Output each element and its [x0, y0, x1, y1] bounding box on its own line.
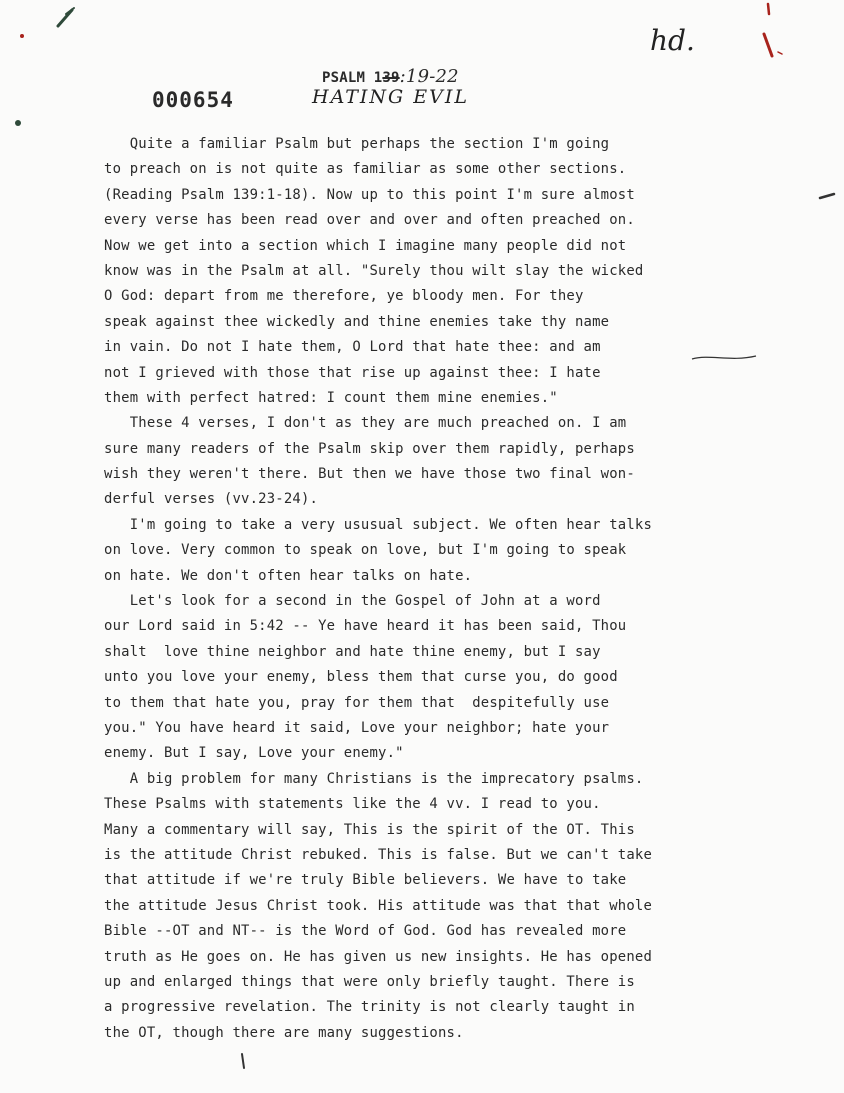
body-line: shalt love thine neighbor and hate thine enemy, but I say: [104, 643, 601, 660]
body-line: that attitude if we're truly Bible believers. We have to take: [104, 872, 627, 889]
psalm-label: PSALM 1: [322, 70, 383, 86]
ink-flourish: [690, 350, 760, 364]
body-line: every verse has been read over and over and often preached on.: [104, 212, 635, 229]
psalm-struck-digits: 39: [382, 70, 400, 86]
body-line: Bible --OT and NT-- is the Word of God. God has revealed more: [104, 923, 627, 940]
red-corner-mark: [756, 2, 786, 62]
left-red-dot: [18, 32, 26, 40]
body-line: sure many readers of the Psalm skip over them rapidly, perhaps: [104, 440, 635, 457]
left-green-dot: [13, 118, 23, 128]
body-line: A big problem for many Christians is the imprecatory psalms.: [104, 770, 644, 787]
psalm-heading: [322, 66, 459, 87]
body-line: on hate. We don't often hear talks on hate.: [104, 567, 473, 584]
body-line: wish they weren't there. But then we have those two final won-: [104, 466, 635, 483]
sermon-title: HATING EVIL: [312, 86, 469, 108]
body-line: Many a commentary will say, This is the spirit of the OT. This: [104, 821, 635, 838]
body-line: enemy. But I say, Love your enemy.": [104, 745, 404, 762]
body-line: know was in the Psalm at all. "Surely thou wilt slay the wicked: [104, 262, 644, 279]
body-line: O God: depart from me therefore, ye bloody men. For they: [104, 288, 584, 305]
body-line: These Psalms with statements like the 4 vv. I read to you.: [104, 796, 601, 813]
body-line: in vain. Do not I hate them, O Lord that hate thee: and am: [104, 339, 601, 356]
body-line: a progressive revelation. The trinity is not clearly taught in: [104, 999, 635, 1016]
body-line: speak against thee wickedly and thine enemies take thy name: [104, 313, 610, 330]
body-line: not I grieved with those that rise up against thee: I hate: [104, 364, 601, 381]
body-line: unto you love your enemy, bless them that curse you, do good: [104, 669, 618, 686]
handwritten-initials: hd.: [650, 24, 695, 57]
body-line: the attitude Jesus Christ took. His attitude was that that whole: [104, 897, 653, 914]
body-line: derful verses (vv.23-24).: [104, 491, 319, 508]
sermon-body: [104, 132, 784, 1046]
body-line: to preach on is not quite as familiar as some other sections.: [104, 161, 627, 178]
body-line: Let's look for a second in the Gospel of John at a word: [104, 593, 601, 610]
body-line: These 4 verses, I don't as they are much preached on. I am: [104, 415, 627, 432]
body-line: to them that hate you, pray for them that despitefully use: [104, 694, 610, 711]
body-line: (Reading Psalm 139:1-18). Now up to this point I'm sure almost: [104, 186, 635, 203]
body-line: I'm going to take a very ususual subject. We often hear talks: [104, 516, 653, 533]
body-line: truth as He goes on. He has given us new insights. He has opened: [104, 948, 653, 965]
bottom-edge-tick: [236, 1052, 250, 1072]
body-line: you." You have heard it said, Love your neighbor; hate your: [104, 719, 610, 736]
body-line: is the attitude Christ rebuked. This is false. But we can't take: [104, 846, 653, 863]
body-line: up and enlarged things that were only briefly taught. There is: [104, 973, 635, 990]
body-line: on love. Very common to speak on love, but I'm going to speak: [104, 542, 627, 559]
body-line: Now we get into a section which I imagine many people did not: [104, 237, 627, 254]
green-corner-mark: [52, 4, 78, 30]
body-line: the OT, though there are many suggestions.: [104, 1024, 464, 1041]
body-line: them with perfect hatred: I count them mine enemies.": [104, 389, 558, 406]
document-number: 000654: [152, 88, 234, 112]
body-line: Quite a familiar Psalm but perhaps the section I'm going: [104, 136, 610, 152]
right-edge-tick: [818, 190, 838, 202]
body-line: our Lord said in 5:42 -- Ye have heard it has been said, Thou: [104, 618, 627, 635]
psalm-handwritten-reference: :19-22: [399, 66, 459, 87]
